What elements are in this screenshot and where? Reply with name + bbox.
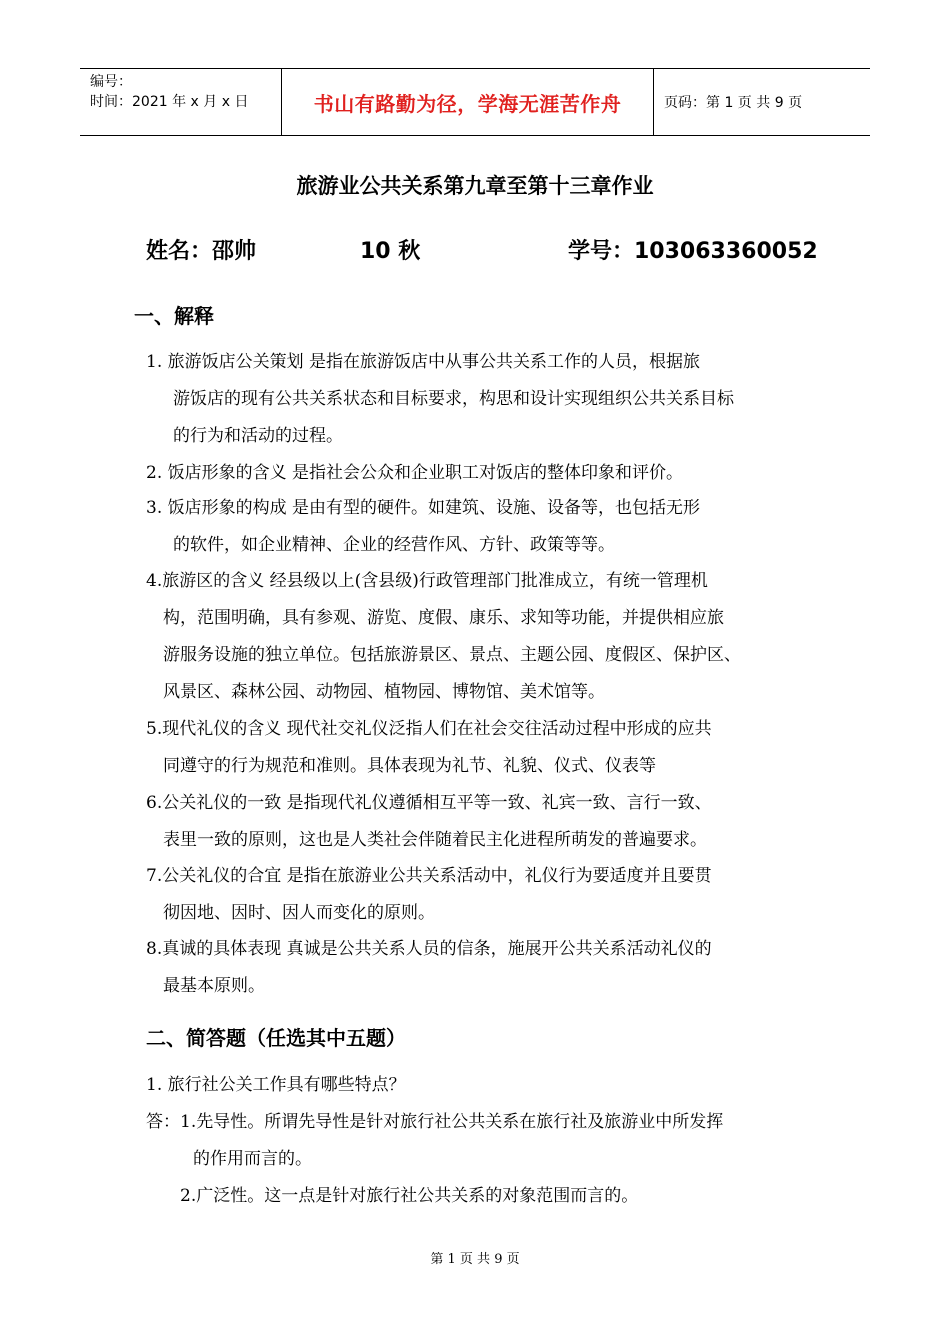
- time-label: 时间：2021 年 x 月 x 日: [90, 94, 249, 110]
- definition-item: [146, 931, 712, 968]
- definition-item: [146, 711, 712, 748]
- item-line: 5.现代礼仪的含义 现代社交礼仪泛指人们在社会交往活动过程中形成的应共: [146, 719, 712, 739]
- item-line: 7.公关礼仪的合宜 是指在旅游业公共关系活动中，礼仪行为要适度并且要贯: [146, 866, 712, 886]
- item-line: 表里一致的原则，这也是人类社会伴随着民主化进程所萌发的普遍要求。: [163, 830, 707, 850]
- page-footer: 第 1 页 共 9 页: [430, 1252, 520, 1267]
- item-line: 游服务设施的独立单位。包括旅游景区、景点、主题公园、度假区、保护区、: [163, 645, 741, 665]
- item-line: 的软件，如企业精神、企业的经营作风、方针、政策等等。: [173, 535, 615, 555]
- definition-item-cont: [163, 822, 707, 859]
- item-line: 8.真诚的具体表现 真诚是公共关系人员的信条，施展开公共关系活动礼仪的: [146, 939, 712, 959]
- section1-heading: 一、解释: [134, 304, 214, 328]
- definition-item: [146, 490, 700, 527]
- item-line: 构，范围明确，具有参观、游览、度假、康乐、求知等功能，并提供相应旅: [163, 608, 724, 628]
- definition-item-cont: [163, 748, 656, 785]
- definition-item-cont: [163, 637, 741, 674]
- number-label: 编号：: [90, 74, 132, 90]
- item-line: 最基本原则。: [163, 976, 265, 996]
- item-line: 游饭店的现有公共关系状态和目标要求，构思和设计实现组织公共关系目标: [173, 389, 734, 409]
- header-page-info: 页码：第 1 页 共 9 页: [664, 95, 803, 111]
- definition-item: [146, 785, 712, 822]
- definition-item-cont: [163, 674, 605, 711]
- item-line: 的行为和活动的过程。: [173, 426, 343, 446]
- answer-1-point-2: 2.广泛性。这一点是针对旅行社公共关系的对象范围而言的。: [180, 1186, 639, 1206]
- item-line: 4.旅游区的含义 经县级以上(含县级)行政管理部门批准成立，有统一管理机: [146, 571, 708, 591]
- header-meta-cell: [80, 69, 282, 135]
- definition-item-cont: [163, 968, 265, 1005]
- definition-item-cont: [163, 895, 435, 932]
- item-line: 3. 饭店形象的构成 是由有型的硬件。如建筑、设施、设备等，也包括无形: [146, 498, 701, 518]
- student-class: 10 秋: [360, 239, 421, 264]
- definition-item-cont: [173, 527, 615, 564]
- definition-item: [146, 455, 683, 492]
- item-line: 6.公关礼仪的一致 是指现代礼仪遵循相互平等一致、礼宾一致、言行一致、: [146, 793, 712, 813]
- item-line: 2. 饭店形象的含义 是指社会公众和企业职工对饭店的整体印象和评价。: [146, 463, 684, 483]
- definition-item: [146, 344, 700, 381]
- definition-item-cont: [163, 600, 724, 637]
- answer-1-point-1: 答：1.先导性。所谓先导性是针对旅行社公共关系在旅行社及旅游业中所发挥: [146, 1112, 724, 1132]
- definition-item: [146, 563, 708, 600]
- definition-item: [146, 858, 712, 895]
- definition-item-cont: [173, 381, 734, 418]
- definition-item-cont: [173, 418, 343, 455]
- student-name: 姓名：邵帅: [146, 239, 257, 264]
- header-table: [80, 68, 870, 136]
- section2-heading: 二、简答题（任选其中五题）: [146, 1026, 406, 1050]
- item-line: 风景区、森林公园、动物园、植物园、博物馆、美术馆等。: [163, 682, 605, 702]
- question-1: 1. 旅行社公关工作具有哪些特点？: [146, 1075, 406, 1095]
- item-line: 彻因地、因时、因人而变化的原则。: [163, 903, 435, 923]
- answer-1-point-1-cont: 的作用而言的。: [193, 1149, 312, 1169]
- header-motto: 书山有路勤为径，学海无涯苦作舟: [282, 69, 654, 135]
- student-id: 学号：103063360052: [568, 239, 818, 264]
- item-line: 1. 旅游饭店公关策划 是指在旅游饭店中从事公共关系工作的人员，根据旅: [146, 352, 701, 372]
- document-title: 旅游业公共关系第九章至第十三章作业: [296, 174, 654, 198]
- item-line: 同遵守的行为规范和准则。具体表现为礼节、礼貌、仪式、仪表等: [163, 756, 656, 776]
